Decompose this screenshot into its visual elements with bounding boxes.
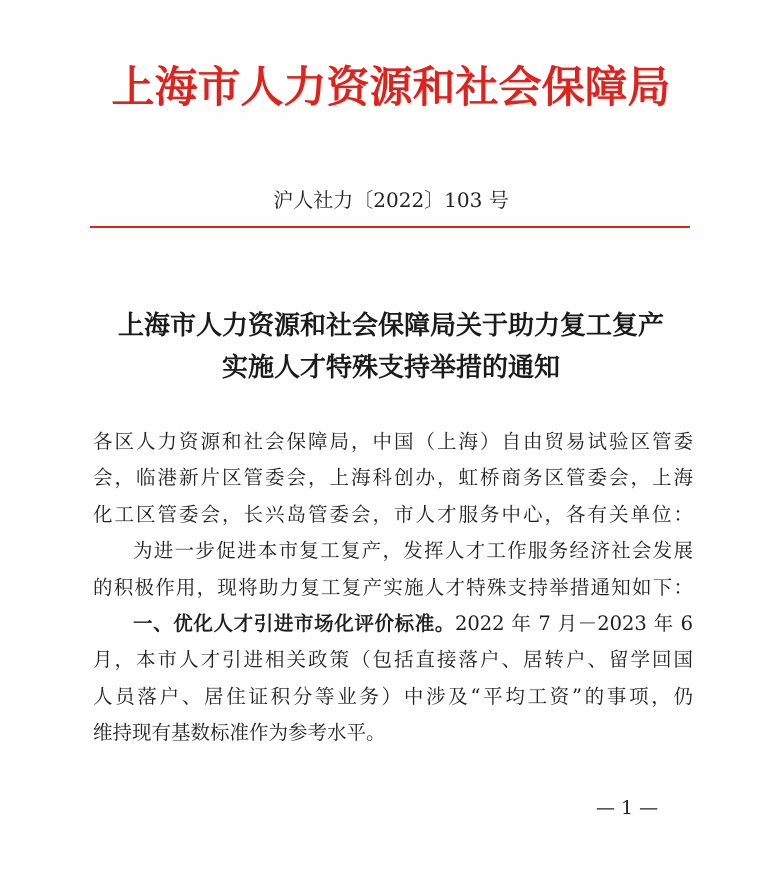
document-number: 沪人社力〔2022〕103 号 xyxy=(273,188,509,212)
document-title xyxy=(0,305,782,389)
document-body xyxy=(93,424,693,752)
section-1-line-2: 月，本市人才引进相关政策（包括直接落户、居转户、留学回国 xyxy=(93,648,693,672)
section-1-line-1 xyxy=(93,606,693,642)
intro-line-2: 的积极作用，现将助力复工复产实施人才特殊支持举措通知如下： xyxy=(93,575,693,599)
intro-line-1: 为进一步促进本市复工复产，发挥人才工作服务经济社会发展 xyxy=(133,539,693,563)
addressee-line-1: 各区人力资源和社会保障局，中国（上海）自由贸易试验区管委 xyxy=(93,430,693,453)
red-separator-line xyxy=(90,226,690,228)
issuing-organization-header: 上海市人力资源和社会保障局 xyxy=(111,63,671,113)
section-1-heading: 一、优化人才引进市场化评价标准。 xyxy=(133,611,455,635)
title-line-2: 实施人才特殊支持举措的通知 xyxy=(221,353,560,383)
section-1-line-4: 维持现有基数标准作为参考水平。 xyxy=(93,721,386,745)
title-line-1: 上海市人力资源和社会保障局关于助力复工复产 xyxy=(117,311,664,341)
section-1-line-1-rest: 2022 年 7 月－2023 年 6 xyxy=(454,611,693,635)
addressee-line-2: 会，临港新片区管委会，上海科创办，虹桥商务区管委会，上海 xyxy=(93,466,693,490)
page-number: — 1 — xyxy=(596,797,659,819)
addressee-line-3: 化工区管委会，长兴岛管委会，市人才服务中心，各有关单位： xyxy=(93,502,693,526)
section-1-line-3: 人员落户、居住证积分等业务）中涉及“平均工资”的事项，仍 xyxy=(93,684,693,708)
